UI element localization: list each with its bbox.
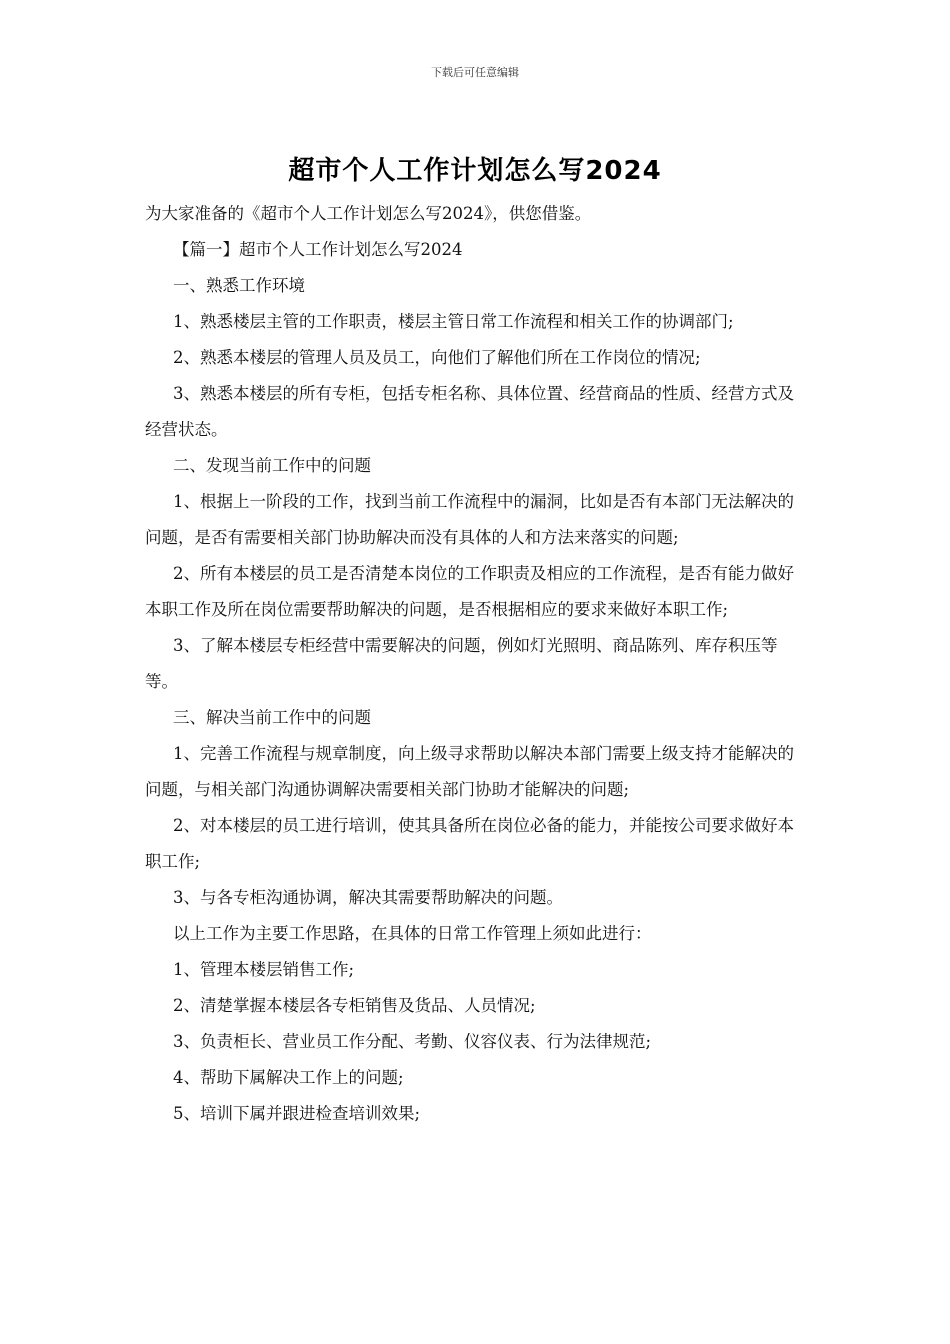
subsection-heading: 三、解决当前工作中的问题 [173,708,371,727]
list-item: 1、熟悉楼层主管的工作职责，楼层主管日常工作流程和相关工作的协调部门; [173,312,734,331]
list-item: 5、培训下属并跟进检查培训效果; [173,1104,421,1123]
page-header: 下载后可任意编辑 [431,66,519,79]
list-item: 1、管理本楼层销售工作; [173,960,355,979]
paragraph: 以上工作为主要工作思路，在具体的日常工作管理上须如此进行： [173,924,652,943]
paragraph: 为大家准备的《超市个人工作计划怎么写2024》，供您借鉴。 [145,204,592,223]
list-item: 2、所有本楼层的员工是否清楚本岗位的工作职责及相应的工作流程，是否有能力做好本职工作及所在岗位需要帮助解决的问题，是否根据相应的要求来做好本职工作; [145,564,794,619]
list-item: 3、与各专柜沟通协调，解决其需要帮助解决的问题。 [173,888,563,907]
list-item: 3、熟悉本楼层的所有专柜，包括专柜名称、具体位置、经营商品的性质、经营方式及经营状态。 [145,384,794,439]
list-item: 1、根据上一阶段的工作，找到当前工作流程中的漏洞，比如是否有本部门无法解决的问题，是否有需要相关部门协助解决而没有具体的人和方法来落实的问题; [145,492,794,547]
section-heading: 【篇一】超市个人工作计划怎么写2024 [173,240,463,259]
list-item: 3、负责柜长、营业员工作分配、考勤、仪容仪表、行为法律规范; [173,1032,652,1051]
document-title: 超市个人工作计划怎么写2024 [288,156,662,186]
subsection-heading: 二、发现当前工作中的问题 [173,456,371,475]
list-item: 2、对本楼层的员工进行培训，使其具备所在岗位必备的能力，并能按公司要求做好本职工作; [145,816,794,871]
subsection-heading: 一、熟悉工作环境 [173,276,305,295]
list-item: 2、熟悉本楼层的管理人员及员工，向他们了解他们所在工作岗位的情况; [173,348,701,367]
list-item: 4、帮助下属解决工作上的问题; [173,1068,404,1087]
document-body [145,196,810,1132]
list-item: 3、了解本楼层专柜经营中需要解决的问题，例如灯光照明、商品陈列、库存积压等等。 [145,636,778,691]
list-item: 2、清楚掌握本楼层各专柜销售及货品、人员情况; [173,996,536,1015]
list-item: 1、完善工作流程与规章制度，向上级寻求帮助以解决本部门需要上级支持才能解决的问题，与相关部门沟通协调解决需要相关部门协助才能解决的问题; [145,744,794,799]
